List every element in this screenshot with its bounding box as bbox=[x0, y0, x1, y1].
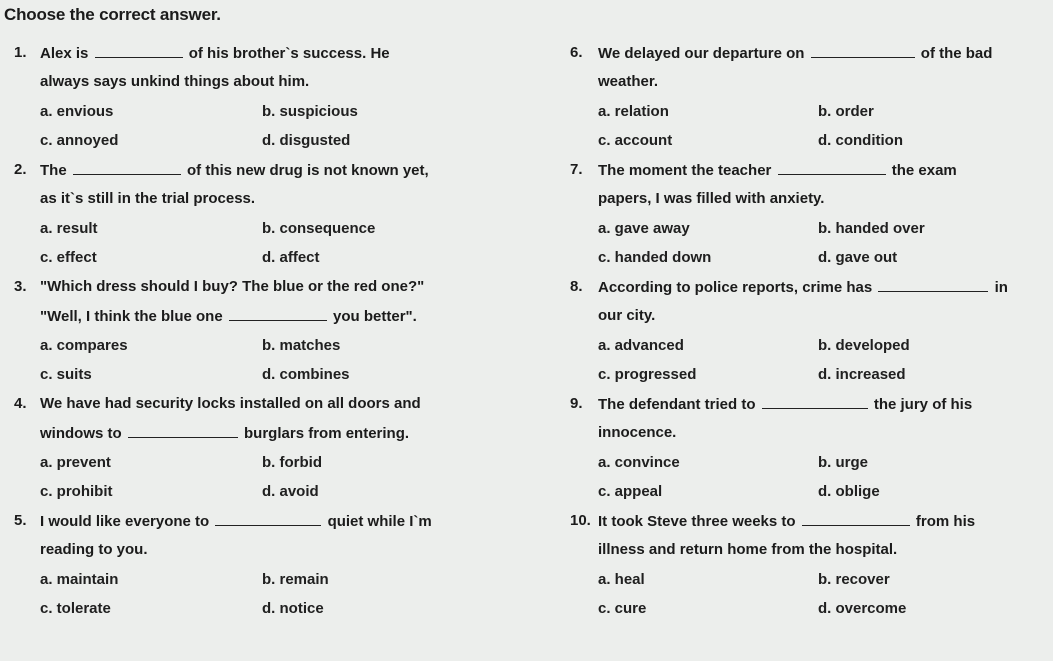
question-text: The defendant tried to bbox=[598, 396, 756, 413]
question-text-line1 bbox=[40, 160, 429, 181]
option-a[interactable]: a. result bbox=[40, 220, 98, 237]
option-b[interactable]: b. forbid bbox=[262, 454, 322, 471]
question-text-line2 bbox=[598, 423, 676, 443]
option-b[interactable]: b. suspicious bbox=[262, 103, 358, 120]
question-text-line1 bbox=[598, 160, 957, 181]
question-text: windows to bbox=[40, 425, 122, 442]
question-text: We have had security locks installed on all doors and bbox=[40, 395, 421, 412]
answer-blank[interactable] bbox=[128, 423, 238, 438]
question-7 bbox=[560, 157, 1053, 274]
option-a[interactable]: a. prevent bbox=[40, 454, 111, 471]
option-a[interactable]: a. gave away bbox=[598, 220, 690, 237]
option-a[interactable]: a. convince bbox=[598, 454, 680, 471]
question-number: 6. bbox=[570, 44, 583, 61]
question-text-line2 bbox=[598, 72, 658, 92]
question-number: 1. bbox=[14, 44, 27, 61]
question-number: 7. bbox=[570, 161, 583, 178]
option-a[interactable]: a. relation bbox=[598, 103, 669, 120]
question-text: of this new drug is not known yet, bbox=[187, 162, 429, 179]
question-1 bbox=[0, 40, 520, 157]
question-number: 2. bbox=[14, 161, 27, 178]
answer-blank[interactable] bbox=[878, 277, 988, 292]
question-text: the jury of his bbox=[873, 396, 973, 413]
question-text-line2 bbox=[40, 306, 417, 327]
option-d[interactable]: d. increased bbox=[818, 366, 906, 383]
option-c[interactable]: c. handed down bbox=[598, 249, 712, 266]
question-text: always says unkind things about him. bbox=[40, 73, 310, 90]
question-text: reading to you. bbox=[40, 541, 148, 558]
answer-blank[interactable] bbox=[229, 306, 327, 321]
question-4 bbox=[0, 391, 520, 508]
answer-blank[interactable] bbox=[778, 160, 886, 175]
option-c[interactable]: c. progressed bbox=[598, 366, 697, 383]
question-number: 3. bbox=[14, 278, 27, 295]
question-6 bbox=[560, 40, 1053, 157]
option-b[interactable]: b. consequence bbox=[262, 220, 376, 237]
question-text-line2 bbox=[598, 540, 897, 560]
question-10 bbox=[560, 508, 1053, 625]
option-d[interactable]: d. avoid bbox=[262, 483, 319, 500]
question-text-line1 bbox=[598, 277, 1008, 298]
question-text: as it`s still in the trial process. bbox=[40, 190, 256, 207]
question-text-line1 bbox=[40, 277, 424, 297]
question-text: burglars from entering. bbox=[244, 425, 410, 442]
question-text-line2 bbox=[40, 189, 255, 209]
question-number: 9. bbox=[570, 395, 583, 412]
option-a[interactable]: a. maintain bbox=[40, 571, 119, 588]
question-text-line1 bbox=[40, 394, 421, 414]
question-text: the exam bbox=[891, 162, 957, 179]
question-text: We delayed our departure on bbox=[598, 45, 805, 62]
question-3 bbox=[0, 274, 520, 391]
question-text: "Which dress should I buy? The blue or the red one?" bbox=[40, 278, 425, 295]
option-d[interactable]: d. oblige bbox=[818, 483, 880, 500]
question-text: weather. bbox=[598, 73, 659, 90]
option-a[interactable]: a. compares bbox=[40, 337, 128, 354]
option-c[interactable]: c. cure bbox=[598, 600, 647, 617]
question-text: our city. bbox=[598, 307, 656, 324]
question-text-line2 bbox=[40, 540, 148, 560]
option-d[interactable]: d. affect bbox=[262, 249, 320, 266]
question-text: It took Steve three weeks to bbox=[598, 513, 796, 530]
question-text-line1 bbox=[40, 43, 390, 64]
right-column bbox=[560, 40, 1053, 625]
question-text-line1 bbox=[40, 511, 432, 532]
question-5 bbox=[0, 508, 520, 625]
answer-blank[interactable] bbox=[95, 43, 183, 58]
option-c[interactable]: c. annoyed bbox=[40, 132, 119, 149]
option-d[interactable]: d. combines bbox=[262, 366, 350, 383]
question-text: you better". bbox=[333, 308, 417, 325]
question-text: papers, I was filled with anxiety. bbox=[598, 190, 825, 207]
question-text-line1 bbox=[598, 394, 972, 415]
worksheet-heading: Choose the correct answer. bbox=[4, 5, 221, 24]
question-text-line1 bbox=[598, 511, 975, 532]
question-text: The bbox=[40, 162, 67, 179]
question-text: in bbox=[994, 279, 1008, 296]
question-text-line2 bbox=[598, 306, 655, 326]
question-9 bbox=[560, 391, 1053, 508]
question-text: innocence. bbox=[598, 424, 677, 441]
question-number: 8. bbox=[570, 278, 583, 295]
option-c[interactable]: c. suits bbox=[40, 366, 92, 383]
question-text: quiet while I`m bbox=[327, 513, 432, 530]
option-c[interactable]: c. appeal bbox=[598, 483, 663, 500]
option-c[interactable]: c. effect bbox=[40, 249, 97, 266]
answer-blank[interactable] bbox=[215, 511, 321, 526]
option-d[interactable]: d. gave out bbox=[818, 249, 898, 266]
question-number: 4. bbox=[14, 395, 27, 412]
option-d[interactable]: d. overcome bbox=[818, 600, 907, 617]
question-text: According to police reports, crime has bbox=[598, 279, 873, 296]
question-number: 10. bbox=[570, 512, 591, 529]
question-8 bbox=[560, 274, 1053, 391]
question-text: "Well, I think the blue one bbox=[40, 308, 223, 325]
answer-blank[interactable] bbox=[811, 43, 915, 58]
option-c[interactable]: c. prohibit bbox=[40, 483, 113, 500]
question-2 bbox=[0, 157, 520, 274]
question-text: from his bbox=[915, 513, 976, 530]
option-a[interactable]: a. heal bbox=[598, 571, 645, 588]
option-d[interactable]: d. disgusted bbox=[262, 132, 351, 149]
option-b[interactable]: b. order bbox=[818, 103, 874, 120]
question-text-line2 bbox=[40, 72, 309, 92]
option-d[interactable]: d. condition bbox=[818, 132, 903, 149]
option-b[interactable]: b. urge bbox=[818, 454, 869, 471]
answer-blank[interactable] bbox=[73, 160, 181, 175]
option-a[interactable]: a. advanced bbox=[598, 337, 684, 354]
question-text: of his brother`s success. He bbox=[188, 45, 390, 62]
question-text: I would like everyone to bbox=[40, 513, 210, 530]
option-b[interactable]: b. matches bbox=[262, 337, 341, 354]
option-b[interactable]: b. developed bbox=[818, 337, 910, 354]
option-c[interactable]: c. account bbox=[598, 132, 673, 149]
answer-blank[interactable] bbox=[802, 511, 910, 526]
question-text-line1 bbox=[598, 43, 992, 64]
question-text: The moment the teacher bbox=[598, 162, 772, 179]
option-b[interactable]: b. remain bbox=[262, 571, 329, 588]
question-text: illness and return home from the hospital. bbox=[598, 541, 898, 558]
question-text: Alex is bbox=[40, 45, 89, 62]
option-c[interactable]: c. tolerate bbox=[40, 600, 111, 617]
question-text-line2 bbox=[40, 423, 409, 444]
option-b[interactable]: b. handed over bbox=[818, 220, 925, 237]
option-b[interactable]: b. recover bbox=[818, 571, 890, 588]
question-text-line2 bbox=[598, 189, 824, 209]
question-text: of the bad bbox=[920, 45, 993, 62]
option-d[interactable]: d. notice bbox=[262, 600, 324, 617]
answer-blank[interactable] bbox=[762, 394, 868, 409]
left-column bbox=[0, 40, 520, 625]
question-number: 5. bbox=[14, 512, 27, 529]
option-a[interactable]: a. envious bbox=[40, 103, 114, 120]
